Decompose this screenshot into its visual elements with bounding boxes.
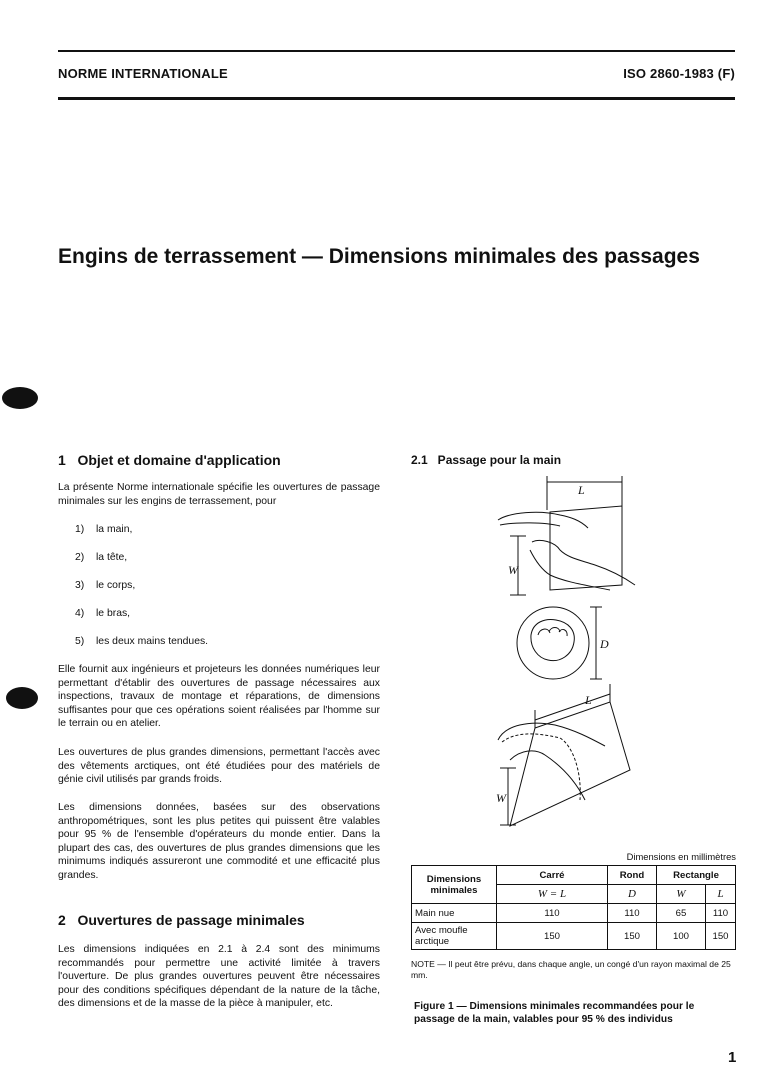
dimension-label-W: W [508, 563, 518, 577]
header-rule-top [58, 50, 735, 52]
list-item-number: 2) [75, 552, 85, 563]
section-1-paragraph-1: Elle fournit aux ingénieurs et projeteurs les données numériques leur permettant d'établir des ouvertures de passage nécessaires aux inspections, travaux de montage et réparations, de dimensions suffisantes pour que ces opérations soient réalisées par l'homme sur le terrain ou en atelier. [58, 664, 380, 730]
header-rule-bottom [58, 97, 735, 100]
mitten-hand-drawing [498, 684, 630, 826]
table-cell: 100 [657, 923, 706, 950]
dimensions-table [411, 865, 736, 950]
list-item [75, 636, 208, 647]
section-2-1-heading: 2.1 Passage pour la main [411, 453, 562, 467]
table-cell: 65 [657, 904, 706, 923]
dimension-label-W: W [496, 791, 506, 805]
table-header-cell: Carré [497, 866, 608, 885]
list-item-text: les deux mains tendues. [96, 636, 209, 647]
dimension-label-L: L [578, 483, 585, 497]
flat-hand-drawing [498, 476, 635, 595]
table-header-cell: Rectangle [657, 866, 736, 885]
table-header-cell: L [706, 885, 736, 904]
list-item-text: le corps, [96, 580, 136, 591]
table-row [412, 923, 736, 950]
table-row [412, 904, 736, 923]
figure-caption: Figure 1 — Dimensions minimales recommandées pour le passage de la main, valables pour 95 % des individus [414, 1001, 695, 1025]
punch-hole-mark [6, 687, 38, 709]
section-1-heading: 1 Objet et domaine d'application [58, 452, 281, 468]
list-item-number: 5) [75, 636, 85, 647]
table-cell: Avec moufle arctique [412, 923, 497, 950]
header-left: NORME INTERNATIONALE [58, 66, 228, 81]
section-2-paragraph: Les dimensions indiquées en 2.1 à 2.4 sont des minimums recommandés pour permettre une activité limitée à travers l'ouverture. De plus grandes ouvertures peuvent être nécessaires pour des conditions spécifiques dépendant de la nature de la tâche, des dimensions et de la masse de la pièce à manipuler, etc. [58, 944, 380, 1010]
list-item-number: 4) [75, 608, 85, 619]
table-cell: Main nue [412, 904, 497, 923]
section-1-paragraph-2: Les ouvertures de plus grandes dimensions, permettant l'accès avec des vêtements arctiques, ont été étudiées pour des matériels de génie civil utilisés par grands froids. [58, 747, 380, 786]
list-item [75, 608, 130, 619]
section-1-paragraph-3: Les dimensions données, basées sur des observations anthropométriques, sont les plus petites qui puissent être valables pour 95 % de l'ensemble d'opérateurs du monde entier. Dans la plupart des cas, des ouvertures de plus grandes dimensions que les minimums indiqués assureront une commodité et une efficacité plus grandes. [58, 802, 380, 881]
fist-drawing [517, 607, 602, 679]
dimension-label-L: L [585, 693, 592, 707]
table-header-cell: Dimensions minimales [412, 866, 497, 904]
list-item [75, 580, 135, 591]
hand-passage-figure [410, 470, 660, 840]
list-item-text: la main, [96, 524, 133, 535]
table-cell: 110 [706, 904, 736, 923]
section-2-heading: 2 Ouvertures de passage minimales [58, 912, 305, 928]
table-units: Dimensions en millimètres [626, 851, 736, 862]
table-cell: 150 [497, 923, 608, 950]
punch-hole-mark [2, 387, 38, 409]
table-header-cell: W = L [497, 885, 608, 904]
table-cell: 110 [608, 904, 657, 923]
table-header-cell: D [608, 885, 657, 904]
section-1-intro: La présente Norme internationale spécifie les ouvertures de passage minimales sur les engins de terrassement, pour [58, 482, 380, 507]
table-cell: 150 [608, 923, 657, 950]
table-cell: 110 [497, 904, 608, 923]
page-number: 1 [728, 1049, 737, 1066]
table-header-cell: W [657, 885, 706, 904]
list-item [75, 552, 127, 563]
table-note: NOTE — Il peut être prévu, dans chaque angle, un congé d'un rayon maximal de 25 mm. [411, 959, 731, 980]
list-item-text: la tête, [96, 552, 128, 563]
dimension-label-D: D [600, 637, 609, 651]
table-header-cell: Rond [608, 866, 657, 885]
document-title: Engins de terrassement — Dimensions minimales des passages [58, 245, 700, 268]
table-header-row [412, 866, 736, 885]
list-item-number: 3) [75, 580, 85, 591]
header-right: ISO 2860-1983 (F) [623, 66, 735, 81]
table-cell: 150 [706, 923, 736, 950]
list-item [75, 524, 132, 535]
list-item-number: 1) [75, 524, 85, 535]
list-item-text: le bras, [96, 608, 131, 619]
